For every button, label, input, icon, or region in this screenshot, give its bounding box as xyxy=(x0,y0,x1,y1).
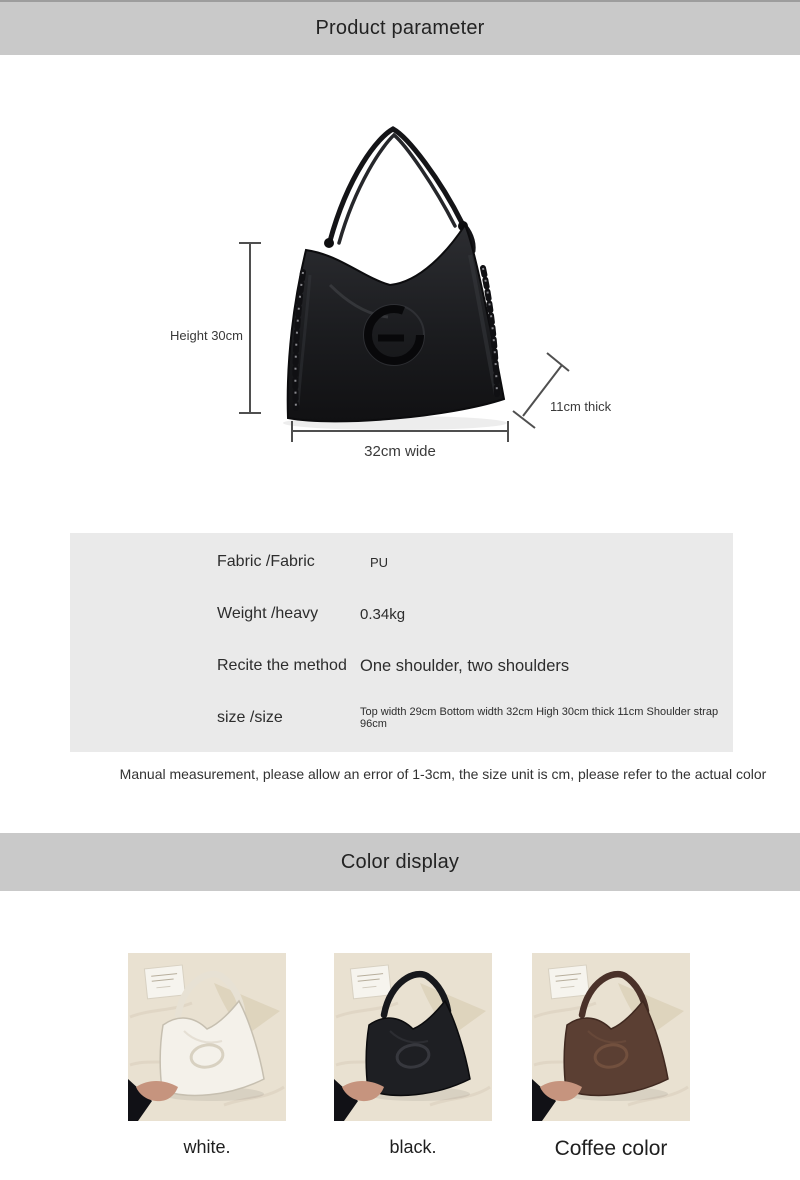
color-name-black: black. xyxy=(389,1137,437,1157)
white-bag-photo xyxy=(128,953,286,1121)
color-option-coffee xyxy=(532,953,690,1161)
spec-label: size /size xyxy=(217,709,283,726)
spec-label: Recite the method xyxy=(217,657,347,674)
bag-strap-inner xyxy=(339,135,455,243)
spec-value: One shoulder, two shoulders xyxy=(360,656,570,675)
product-parameter-title: Product parameter xyxy=(315,17,485,39)
height-dimension-label: Height 30cm xyxy=(170,328,243,343)
bag-strap-outer xyxy=(330,129,462,241)
width-dimension-label: 32cm wide xyxy=(364,443,436,460)
black-bag-photo xyxy=(334,953,492,1121)
spec-row-fabric xyxy=(70,536,733,588)
thickness-dimension-label: 11cm thick xyxy=(550,399,612,414)
color-name-white: white. xyxy=(183,1137,231,1157)
measurement-note: Manual measurement, please allow an error of 1-3cm, the size unit is cm, please refer to the actual color xyxy=(119,766,767,782)
color-display-banner xyxy=(0,833,800,891)
spec-label: Weight /heavy xyxy=(217,605,319,622)
spec-value: 0.34kg xyxy=(360,605,406,623)
bag-body xyxy=(288,225,504,421)
spec-label: Fabric /Fabric xyxy=(217,553,315,570)
spec-row-weight xyxy=(70,588,733,640)
paper-card xyxy=(548,965,589,999)
spec-value: PU xyxy=(370,554,389,570)
spec-value: Top width 29cm Bottom width 32cm High 30cm thick 11cm Shoulder strap 96cm xyxy=(360,706,719,730)
paper-card xyxy=(350,965,391,999)
black-bag-drawing xyxy=(288,129,504,421)
paper-card xyxy=(144,965,185,999)
product-dimension-figure xyxy=(0,55,800,533)
color-option-black xyxy=(334,953,492,1158)
thickness-dimension-line xyxy=(513,353,569,428)
strap-ring-left xyxy=(324,238,334,248)
spec-row-carry-method xyxy=(70,640,733,692)
color-name-coffee: Coffee color xyxy=(554,1137,668,1160)
product-parameter-banner xyxy=(0,0,800,55)
coffee-bag-photo xyxy=(532,953,690,1121)
bag-dimension-illustration xyxy=(0,55,800,533)
spec-table xyxy=(70,533,733,752)
color-display-title: Color display xyxy=(340,850,460,873)
spec-row-size xyxy=(70,692,733,744)
color-option-white xyxy=(128,953,286,1158)
